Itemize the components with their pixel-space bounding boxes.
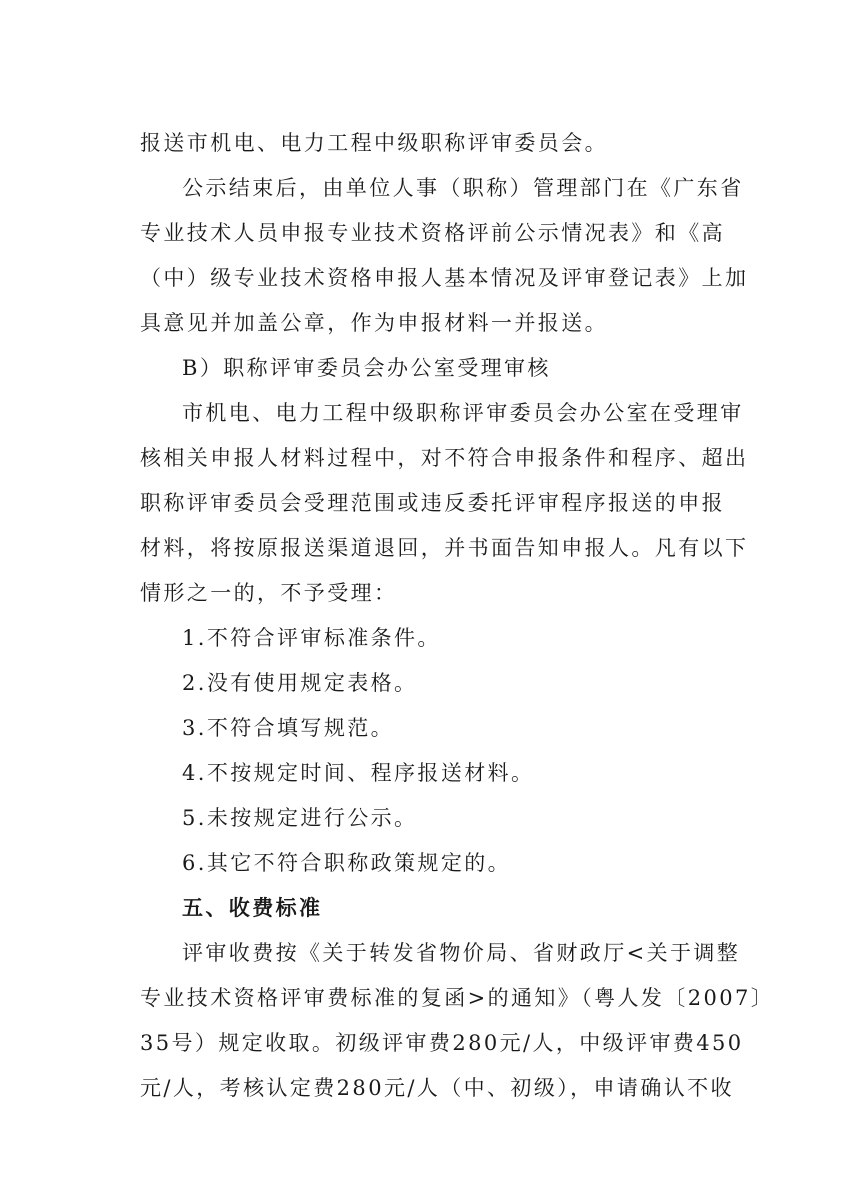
list-item: 2.没有使用规定表格。 [182, 671, 418, 695]
paragraph-line: 公示结束后，由单位人事（职称）管理部门在《广东省 [182, 176, 744, 200]
paragraph-line: （中）级专业技术资格申报人基本情况及评审登记表》上加 [140, 266, 749, 290]
paragraph-line: 市机电、电力工程中级职称评审委员会办公室在受理审 [182, 401, 744, 425]
list-item: 5.未按规定进行公示。 [182, 806, 418, 830]
paragraph-line: 材料，将按原报送渠道退回，并书面告知申报人。凡有以下 [140, 536, 749, 560]
list-item: 3.不符合填写规范。 [182, 716, 395, 740]
paragraph-line: 情形之一的，不予受理： [140, 581, 398, 605]
paragraph-line: 评审收费按《关于转发省物价局、省财政厅<关于调整 [182, 941, 741, 965]
list-item: 1.不符合评审标准条件。 [182, 626, 441, 650]
paragraph-line: 核相关申报人材料过程中，对不符合申报条件和程序、超出 [140, 446, 749, 470]
paragraph-line: 元/人，考核认定费280元/人（中、初级），申请确认不收 [140, 1076, 734, 1100]
paragraph-line: 报送市机电、电力工程中级职称评审委员会。 [140, 131, 608, 155]
list-item: 4.不按规定时间、程序报送材料。 [182, 761, 535, 785]
paragraph-line: 35号）规定收取。初级评审费280元/人，中级评审费450 [140, 1031, 744, 1055]
section-heading: 五、收费标准 [182, 895, 323, 920]
list-item: 6.其它不符合职称政策规定的。 [182, 851, 512, 875]
section-subheading: B）职称评审委员会办公室受理审核 [182, 356, 551, 380]
paragraph-line: 专业技术资格评审费标准的复函>的通知》（粤人发〔2007〕 [140, 986, 775, 1010]
paragraph-line: 职称评审委员会受理范围或违反委托评审程序报送的申报 [140, 491, 725, 515]
paragraph-line: 专业技术人员申报专业技术资格评前公示情况表》和《高 [140, 221, 725, 245]
paragraph-line: 具意见并加盖公章，作为申报材料一并报送。 [140, 311, 608, 335]
